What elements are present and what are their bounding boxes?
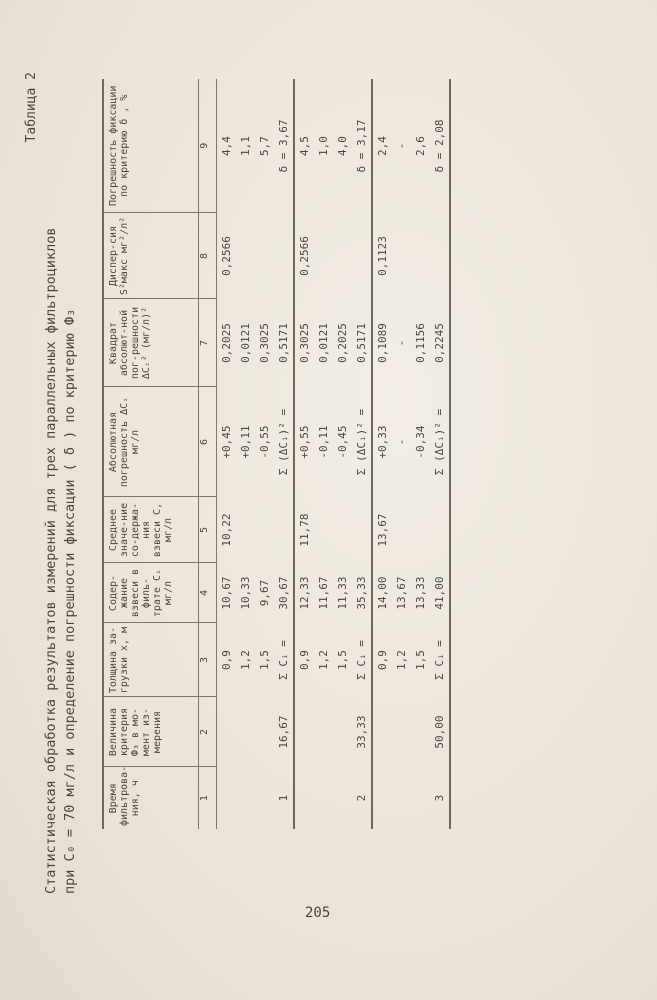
table-cell xyxy=(294,767,314,829)
table-cell: +0,45 xyxy=(219,425,233,459)
table-cell xyxy=(430,213,450,299)
table-row xyxy=(255,79,274,829)
table-cell: 0,2025 xyxy=(219,323,233,363)
column-number: 1 xyxy=(198,767,216,829)
table-cell: 1,5 xyxy=(413,650,427,670)
header-row xyxy=(103,79,198,829)
table-cell: 0,9 xyxy=(375,650,389,670)
table-cell: 9,67 xyxy=(257,579,271,607)
table-cell: δ = 2,08 xyxy=(430,79,450,213)
header-cell: Погрешность фиксации по критерию δ , % xyxy=(103,79,198,213)
column-number: 7 xyxy=(198,299,216,387)
table-cell: 1,5 xyxy=(257,650,271,670)
table-cell: 3 xyxy=(430,767,450,829)
table-row xyxy=(372,79,392,829)
table-cell xyxy=(392,767,411,829)
table-cell: 13,67 xyxy=(394,576,408,610)
table-cell: Σ Cᵢ = xyxy=(430,623,450,697)
table-cell xyxy=(236,697,255,767)
table-cell: 11,33 xyxy=(335,576,349,610)
table-cell: 0,1089 xyxy=(375,323,389,363)
table-cell: 1 xyxy=(274,767,294,829)
table-cell xyxy=(274,497,294,563)
table-cell: 0,9 xyxy=(219,650,233,670)
table-cell: 16,67 xyxy=(274,697,294,767)
table-cell: 4,0 xyxy=(335,136,349,156)
column-number: 2 xyxy=(198,697,216,767)
table-cell: 1,2 xyxy=(394,650,408,670)
column-number: 5 xyxy=(198,497,216,563)
table-cell: -0,11 xyxy=(316,425,330,459)
table-cell: - xyxy=(394,339,408,347)
table-row xyxy=(411,79,430,829)
table-cell: 0,1156 xyxy=(413,323,427,363)
table-row xyxy=(392,79,411,829)
table-cell: 50,00 xyxy=(430,697,450,767)
table-cell: 41,00 xyxy=(430,563,450,623)
table-row xyxy=(430,79,450,829)
table-cell: Σ (ΔCᵢ)² = xyxy=(352,387,372,497)
table-cell xyxy=(314,497,333,563)
table-cell: 10,22 xyxy=(219,513,233,547)
table-cell: 13,33 xyxy=(413,576,427,610)
table-cell: 12,33 xyxy=(297,576,311,610)
table-cell xyxy=(236,767,255,829)
table-cell xyxy=(216,697,236,767)
table-cell: 2 xyxy=(352,767,372,829)
header-cell: Среднее значе-ние со-держа-ния взвеси C, мг/л xyxy=(103,497,198,563)
table-cell: 1,1 xyxy=(238,136,252,156)
table-cell: 0,3025 xyxy=(257,323,271,363)
table-cell xyxy=(411,767,430,829)
table-cell xyxy=(333,213,352,299)
table-cell: 35,33 xyxy=(352,563,372,623)
column-number: 8 xyxy=(198,213,216,299)
rotated-table-block xyxy=(20,64,620,924)
table-cell xyxy=(411,697,430,767)
column-number: 4 xyxy=(198,563,216,623)
table-cell xyxy=(392,697,411,767)
table-cell: Σ Cᵢ = xyxy=(274,623,294,697)
header-cell: Квадрат абсолют-ной пог-решности ΔCᵢ² (мг/л)² xyxy=(103,299,198,387)
table-row xyxy=(236,79,255,829)
table-cell: Σ Cᵢ = xyxy=(352,623,372,697)
table-cell: 33,33 xyxy=(352,697,372,767)
table-cell: +0,11 xyxy=(238,425,252,459)
table-cell: 11,67 xyxy=(316,576,330,610)
table-label: Таблица 2 xyxy=(24,72,39,143)
table-cell: δ = 3,67 xyxy=(274,79,294,213)
table-cell: +0,55 xyxy=(297,425,311,459)
table-cell: 0,2025 xyxy=(335,323,349,363)
table-cell: -0,34 xyxy=(413,425,427,459)
table-cell xyxy=(255,767,274,829)
table-cell xyxy=(411,213,430,299)
table-cell xyxy=(333,697,352,767)
table-cell xyxy=(314,767,333,829)
table-cell: 13,67 xyxy=(375,513,389,547)
table-cell: 0,3025 xyxy=(297,323,311,363)
table-cell xyxy=(333,767,352,829)
table-cell: 0,0121 xyxy=(238,323,252,363)
table-cell xyxy=(314,697,333,767)
table-cell: -0,45 xyxy=(335,425,349,459)
header-cell: Время фильтрова-ния, ч xyxy=(103,767,198,829)
table-cell: Σ (ΔCᵢ)² = xyxy=(430,387,450,497)
page-number: 205 xyxy=(305,905,331,921)
header-cell: Содер-жание взвеси в филь-трате Cᵢ мг/л xyxy=(103,563,198,623)
table-cell: 10,67 xyxy=(219,576,233,610)
table-cell: - xyxy=(394,142,408,150)
table-cell: 2,6 xyxy=(413,136,427,156)
table-row xyxy=(352,79,372,829)
caption-line-2: при C₀ = 70 мг/л и определение погрешности фиксации ( δ ) по критерию Ф₃ xyxy=(62,308,78,894)
table-cell: 0,5171 xyxy=(352,299,372,387)
table-cell: 0,9 xyxy=(297,650,311,670)
table-cell xyxy=(392,497,411,563)
table-cell: Σ (ΔCᵢ)² = xyxy=(274,387,294,497)
table-cell xyxy=(430,497,450,563)
caption-line-1: Статистическая обработка результатов измерений для трех параллельных фильтроциклов xyxy=(43,227,59,894)
table-caption xyxy=(42,228,80,894)
header-cell: Диспер-сия S²макс мг²/л² xyxy=(103,213,198,299)
table-cell: 14,00 xyxy=(375,576,389,610)
column-number: 9 xyxy=(198,79,216,213)
table-cell xyxy=(352,213,372,299)
table-row xyxy=(216,79,236,829)
table-cell: 0,2245 xyxy=(430,299,450,387)
table-cell: 5,7 xyxy=(257,136,271,156)
table-cell: 0,5171 xyxy=(274,299,294,387)
column-number: 6 xyxy=(198,387,216,497)
table-cell: 4,5 xyxy=(297,136,311,156)
column-number: 3 xyxy=(198,623,216,697)
table-cell xyxy=(411,497,430,563)
table-row xyxy=(294,79,314,829)
table-cell xyxy=(255,697,274,767)
table-cell xyxy=(236,497,255,563)
data-table xyxy=(102,79,451,829)
header-cell: Абсолютная погрешность ΔCᵢ мг/л xyxy=(103,387,198,497)
table-cell xyxy=(314,213,333,299)
table-cell: 0,0121 xyxy=(316,323,330,363)
table-cell xyxy=(333,497,352,563)
table-cell xyxy=(352,497,372,563)
table-cell xyxy=(372,767,392,829)
table-cell: 10,33 xyxy=(238,576,252,610)
table-cell: 30,67 xyxy=(274,563,294,623)
table-cell: +0,33 xyxy=(375,425,389,459)
table-cell: -0,55 xyxy=(257,425,271,459)
header-cell: Величина критерия Ф₃ в мо-мент из-мерения xyxy=(103,697,198,767)
table-cell xyxy=(236,213,255,299)
table-cell xyxy=(372,697,392,767)
table-cell: 0,2566 xyxy=(297,236,311,276)
table-body xyxy=(216,79,450,829)
header-cell: Толщина за-грузки x, м xyxy=(103,623,198,697)
table-row xyxy=(274,79,294,829)
table-cell: 1,5 xyxy=(335,650,349,670)
table-cell xyxy=(294,697,314,767)
table-cell: 11,78 xyxy=(297,513,311,547)
table-cell: 1,0 xyxy=(316,136,330,156)
table-cell xyxy=(216,767,236,829)
table-cell xyxy=(392,213,411,299)
column-number-row xyxy=(198,79,216,829)
table-cell: - xyxy=(394,438,408,446)
table-cell: 1,2 xyxy=(316,650,330,670)
table-cell xyxy=(274,213,294,299)
table-cell xyxy=(255,497,274,563)
table-cell: 0,1123 xyxy=(375,236,389,276)
table-cell xyxy=(255,213,274,299)
table-cell: 4,4 xyxy=(219,136,233,156)
table-cell: 2,4 xyxy=(375,136,389,156)
table-cell: δ = 3,17 xyxy=(352,79,372,213)
table-cell: 0,2566 xyxy=(219,236,233,276)
table-row xyxy=(333,79,352,829)
table-row xyxy=(314,79,333,829)
table-cell: 1,2 xyxy=(238,650,252,670)
